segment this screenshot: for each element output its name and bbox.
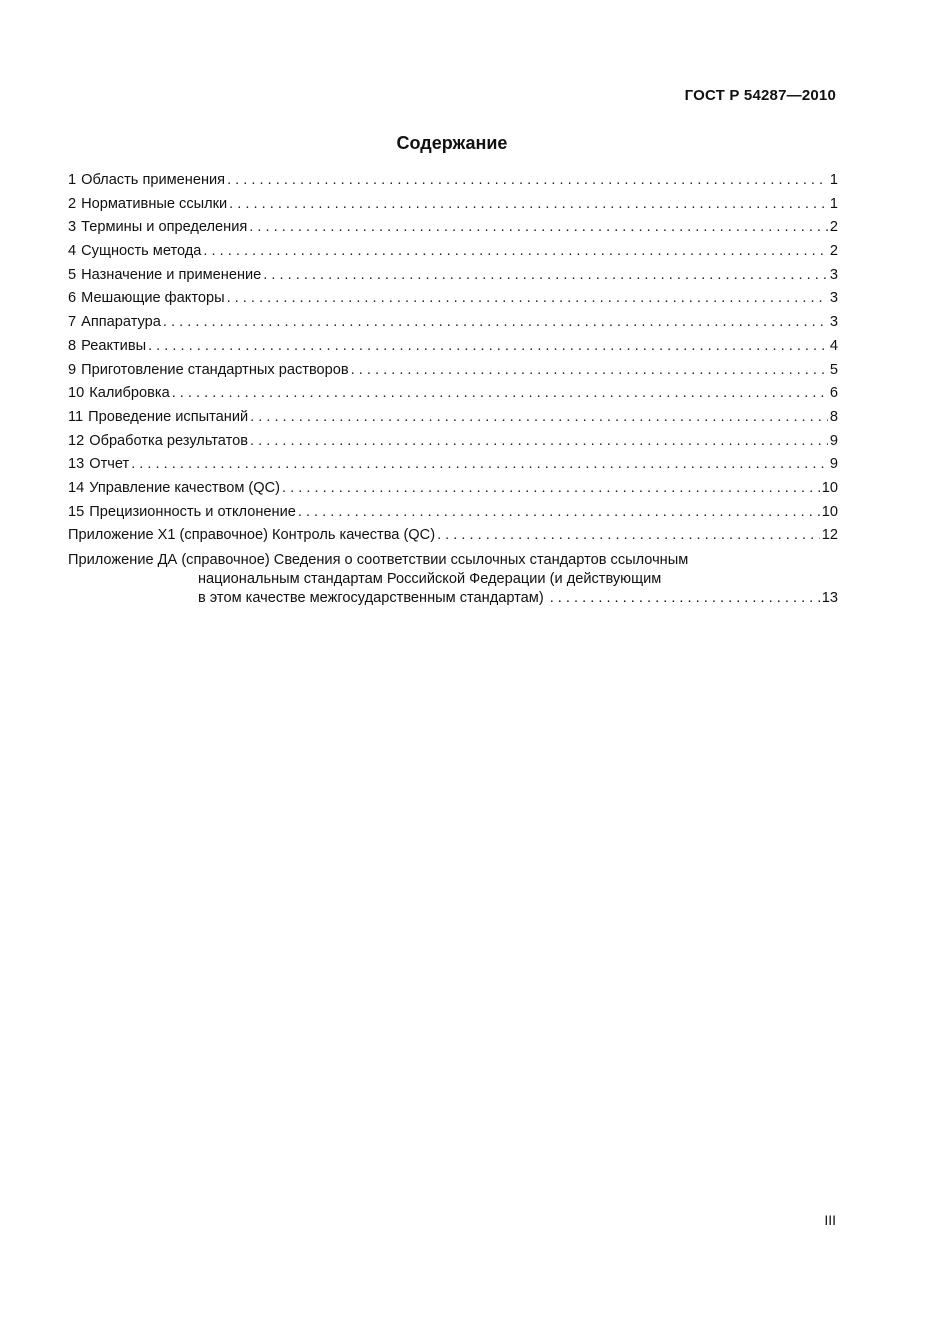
toc-entry[interactable] [68,385,838,409]
toc-entry-label-line: в этом качестве межгосударственным стандартам) [198,590,544,606]
toc-leader-dots [227,172,828,188]
toc-entry[interactable] [68,338,838,362]
toc-leader-dots [298,504,820,520]
toc-entry[interactable] [68,172,838,196]
toc-entry-number: 15 [68,503,85,520]
toc-entry[interactable] [68,243,838,267]
toc-leader-dots [203,243,827,259]
toc-leader-dots [437,527,820,543]
toc-leader-dots [172,385,828,401]
toc-entry-label-line: Приложение ДА (справочное) Сведения о соответствии ссылочных стандартов ссылочным [68,552,689,568]
toc-entry-label: Область применения [81,172,226,188]
toc-entry-page: 10 [821,479,838,496]
toc-leader-dots [163,314,828,330]
toc-entry[interactable] [68,196,838,220]
table-of-contents [68,172,838,610]
toc-entry-appendix-x1[interactable] [68,527,838,551]
toc-entry-number: 9 [68,361,77,378]
toc-leader-dots [148,338,828,354]
toc-entry-page: 10 [821,503,838,520]
toc-entry-page: 12 [821,527,838,544]
toc-entry[interactable] [68,290,838,314]
toc-entry[interactable] [68,456,838,480]
toc-leader-dots [227,290,828,306]
toc-entry-label: Прецизионность и отклонение [89,503,296,520]
toc-entry-page: 8 [829,408,838,425]
toc-entry[interactable] [68,504,838,528]
toc-entry-label: Нормативные ссылки [81,195,228,212]
toc-entry-number: 13 [68,456,85,473]
toc-entry-page: 13 [821,590,838,606]
toc-entry-label: Калибровка [89,385,170,402]
toc-entry[interactable] [68,362,838,386]
toc-leader-dots [250,409,828,425]
toc-entry-page: 2 [829,243,838,260]
toc-leader-dots [229,196,828,212]
toc-entry-page: 5 [829,361,838,378]
toc-entry-label: Отчет [89,456,130,473]
toc-entry-page: 9 [829,432,838,449]
document-code: ГОСТ Р 54287—2010 [684,87,836,104]
toc-entry[interactable] [68,219,838,243]
toc-entry-number: 1 [68,172,77,188]
toc-entry-label-line: национальным стандартам Российской Федерации (и действующим [198,571,662,587]
toc-entry[interactable] [68,409,838,433]
toc-leader-dots [351,362,828,378]
toc-entry-page: 4 [829,337,838,354]
toc-entry-page: 6 [829,385,838,402]
toc-entry-number: 6 [68,290,77,307]
toc-leader-dots [263,267,828,283]
toc-entry-number: 4 [68,243,77,260]
toc-entry-page: 9 [829,456,838,473]
toc-title: Содержание [396,133,508,153]
toc-entry-page: 1 [829,195,838,212]
toc-entry[interactable] [68,480,838,504]
toc-entry[interactable] [68,433,838,457]
toc-leader-dots [131,456,828,472]
toc-entry-appendix-da[interactable] [68,552,838,610]
toc-entry[interactable] [68,314,838,338]
toc-entry-label: Приложение Х1 (справочное) Контроль качества (QC) [68,527,436,544]
toc-entry-number: 3 [68,219,77,236]
toc-entry-label: Реактивы [81,337,147,354]
toc-entry-page: 3 [829,266,838,283]
toc-entry-page: 3 [829,290,838,307]
toc-entry-label: Сущность метода [81,243,202,260]
toc-entry-number: 7 [68,314,77,331]
toc-entry-number: 8 [68,337,77,354]
toc-entry-label: Мешающие факторы [81,290,225,307]
toc-entry-label: Управление качеством (QC) [89,479,281,496]
toc-entry-label: Проведение испытаний [88,408,249,425]
toc-entry-number: 2 [68,195,77,212]
toc-entry-number: 10 [68,385,85,402]
toc-entry-number: 11 [68,408,84,425]
toc-entry-number: 12 [68,432,85,449]
toc-entry-label: Обработка результатов [89,432,248,449]
toc-leader-dots [282,480,820,496]
toc-entry-page: 1 [829,172,838,188]
toc-entry-number: 14 [68,479,85,496]
toc-leader-dots [550,590,820,606]
toc-entry-label: Назначение и применение [81,266,262,283]
toc-entry-page: 2 [829,219,838,236]
toc-leader-dots [250,433,828,449]
toc-entry[interactable] [68,267,838,291]
toc-entry-number: 5 [68,266,77,283]
toc-leader-dots [249,219,828,235]
toc-entry-label: Приготовление стандартных растворов [81,361,349,378]
toc-entry-label: Аппаратура [81,314,161,331]
page-number: III [824,1212,836,1228]
toc-entry-label: Термины и определения [81,219,248,236]
toc-entry-page: 3 [829,314,838,331]
